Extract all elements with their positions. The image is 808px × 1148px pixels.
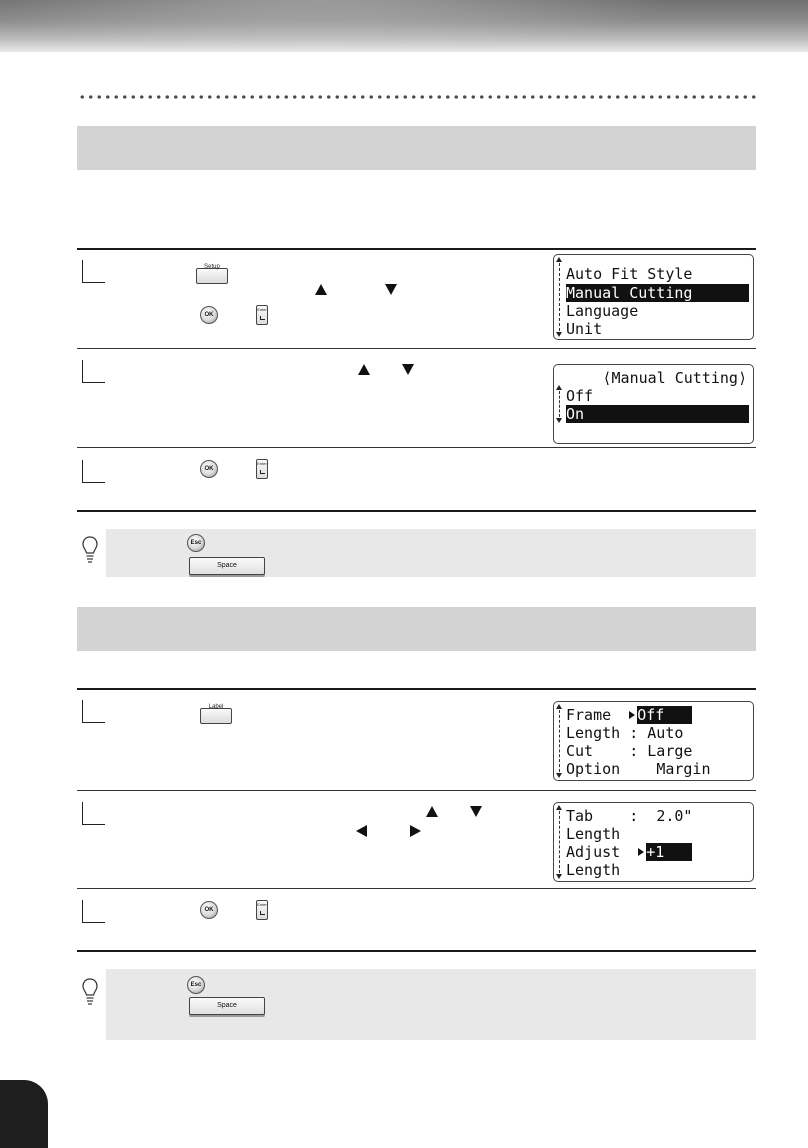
left-arrow-icon [356, 825, 367, 837]
step-marker [82, 360, 105, 383]
up-arrow-icon [315, 284, 327, 295]
lcd-line: Length : Auto [566, 724, 684, 742]
lcd-line: Length [566, 861, 621, 879]
lightbulb-icon [82, 536, 98, 564]
scrollbar-indicator [559, 263, 560, 331]
lcd-tab-length [553, 802, 754, 882]
lcd-line: Length [566, 825, 621, 843]
scrollbar-indicator [559, 811, 560, 873]
step-rule [77, 888, 756, 889]
lcd-line: Unit [566, 320, 603, 338]
step-marker [82, 460, 105, 483]
page-header-band [0, 0, 808, 52]
right-arrow-icon [410, 825, 421, 837]
lcd-manual-cutting [553, 364, 754, 444]
lcd-line: Auto Fit Style [566, 265, 693, 283]
enter-key-icon: Enter [256, 305, 268, 325]
scrollbar-indicator [559, 391, 560, 417]
down-arrow-icon [402, 364, 414, 375]
lightbulb-icon [82, 978, 98, 1006]
page-edge-tab [0, 1080, 48, 1148]
step-rule [77, 950, 756, 952]
label-key-icon: Label [200, 708, 232, 724]
step-marker [82, 802, 105, 825]
space-key-icon: Space [189, 557, 265, 575]
step-rule [77, 510, 756, 512]
lcd-line: Tab : 2.0" [566, 807, 693, 825]
lcd-line-selected: Manual Cutting [566, 284, 749, 302]
step-rule [77, 348, 756, 349]
step-rule [77, 447, 756, 448]
ok-key-icon: OK [200, 460, 218, 478]
up-arrow-icon [358, 364, 370, 375]
step-marker [82, 260, 105, 283]
lcd-line: Cut : Large [566, 742, 693, 760]
down-arrow-icon [385, 284, 397, 295]
lcd-line: Frame Off [566, 706, 692, 724]
step-marker [82, 900, 105, 923]
section-bar-manual-cutting [77, 126, 756, 170]
space-key-icon: Space [189, 997, 265, 1015]
lcd-setup-menu [553, 254, 754, 340]
lcd-line: Option Margin [566, 760, 711, 778]
step-rule [77, 688, 756, 690]
esc-key-icon: Esc [187, 976, 205, 994]
step-rule [77, 248, 756, 250]
lcd-line: Language [566, 302, 639, 320]
selection-arrow-icon [629, 711, 635, 719]
ok-key-icon: OK [200, 901, 218, 919]
up-arrow-icon [426, 806, 438, 817]
lcd-line-selected: On [566, 405, 749, 423]
section-bar-tab-length [77, 607, 756, 651]
ok-key-icon: OK [200, 306, 218, 324]
step-rule [77, 790, 756, 791]
esc-key-icon: Esc [187, 534, 205, 552]
setup-key-icon: Setup [196, 268, 228, 284]
selection-arrow-icon [638, 848, 644, 856]
down-arrow-icon [470, 806, 482, 817]
lcd-line: Off [566, 387, 594, 405]
enter-key-icon: Enter [256, 459, 268, 479]
lcd-line: Adjust +1 [566, 843, 692, 861]
lcd-title: ⟨Manual Cutting⟩ [602, 369, 747, 387]
dotted-divider [78, 95, 758, 99]
scrollbar-indicator [559, 710, 560, 772]
step-marker [82, 700, 105, 723]
enter-key-icon: Enter [256, 900, 268, 920]
lcd-label-menu [553, 701, 754, 781]
